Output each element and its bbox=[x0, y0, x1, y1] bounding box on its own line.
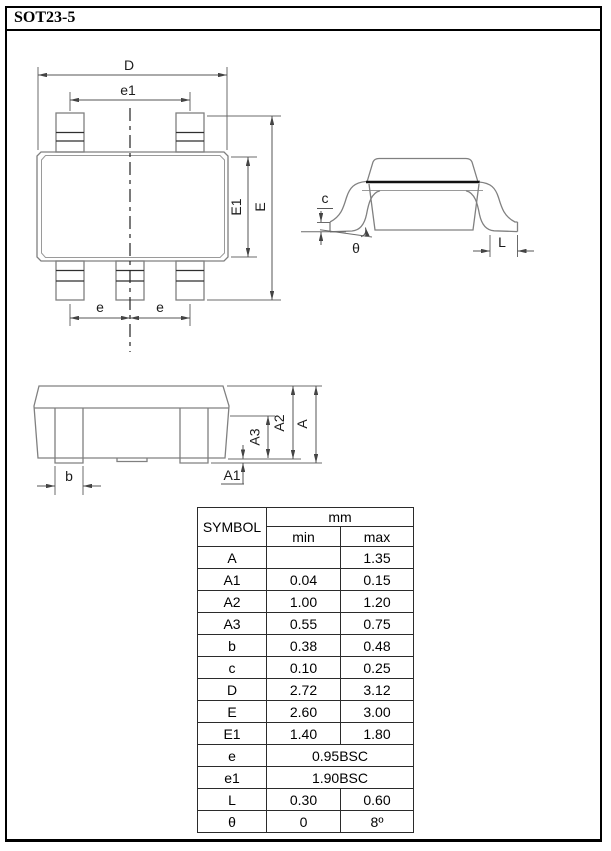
cell-symbol: θ bbox=[198, 811, 267, 833]
cell-symbol: b bbox=[198, 635, 267, 657]
dim-label-e-left: e bbox=[96, 299, 104, 315]
front-view bbox=[34, 386, 229, 463]
table-row bbox=[198, 547, 414, 569]
cell-max: 0.15 bbox=[341, 569, 414, 591]
dim-label-D: D bbox=[123, 57, 135, 73]
cell-max: 0.75 bbox=[341, 613, 414, 635]
cell-min: 2.72 bbox=[267, 679, 341, 701]
dim-label-L: L bbox=[498, 234, 506, 250]
table-row bbox=[198, 745, 414, 767]
dim-label-e-right: e bbox=[156, 299, 164, 315]
dim-label-A: A bbox=[294, 419, 310, 429]
header-min: min bbox=[267, 527, 341, 547]
top-view-dimensions bbox=[38, 57, 281, 326]
cell-min: 2.60 bbox=[267, 701, 341, 723]
package-body-top-view bbox=[37, 152, 228, 261]
lead-left-side bbox=[330, 182, 366, 223]
header-symbol: SYMBOL bbox=[198, 508, 267, 547]
header-max: max bbox=[341, 527, 414, 547]
cell-max: 0.25 bbox=[341, 657, 414, 679]
cell-min: 0.55 bbox=[267, 613, 341, 635]
lead-right-side bbox=[479, 182, 518, 222]
table-row bbox=[198, 701, 414, 723]
table-row bbox=[198, 811, 414, 833]
cell-value: 0.95BSC bbox=[267, 745, 414, 767]
dim-label-E1: E1 bbox=[228, 198, 244, 216]
table-row bbox=[198, 679, 414, 701]
lead-left-front bbox=[55, 408, 83, 463]
table-row bbox=[198, 635, 414, 657]
cell-min: 0.30 bbox=[267, 789, 341, 811]
cell-symbol: e bbox=[198, 745, 267, 767]
cell-symbol: A1 bbox=[198, 569, 267, 591]
cell-min: 0.04 bbox=[267, 569, 341, 591]
dim-label-A2: A2 bbox=[271, 414, 287, 432]
package-title: SOT23-5 bbox=[14, 9, 76, 26]
cell-symbol: E bbox=[198, 701, 267, 723]
cell-min: 1.00 bbox=[267, 591, 341, 613]
table-row bbox=[198, 591, 414, 613]
top-view bbox=[37, 108, 228, 352]
dim-label-E: E bbox=[252, 202, 268, 212]
cell-min: 1.40 bbox=[267, 723, 341, 745]
cell-max: 8º bbox=[341, 811, 414, 833]
cell-value: 1.90BSC bbox=[267, 767, 414, 789]
lead-right-front bbox=[180, 408, 208, 463]
cell-max: 3.12 bbox=[341, 679, 414, 701]
cell-symbol: c bbox=[198, 657, 267, 679]
cell-max: 1.80 bbox=[341, 723, 414, 745]
cell-symbol: A bbox=[198, 547, 267, 569]
dim-label-c: c bbox=[321, 190, 329, 206]
cell-min: 0.10 bbox=[267, 657, 341, 679]
cell-symbol: A2 bbox=[198, 591, 267, 613]
table-row bbox=[198, 723, 414, 745]
package-body-front-view bbox=[34, 386, 229, 458]
table-row bbox=[198, 789, 414, 811]
cell-max: 0.48 bbox=[341, 635, 414, 657]
cell-min bbox=[267, 547, 341, 569]
dim-label-A3: A3 bbox=[246, 428, 263, 446]
body-dome bbox=[367, 159, 478, 183]
dim-label-A1: A1 bbox=[223, 467, 241, 483]
cell-symbol: E1 bbox=[198, 723, 267, 745]
cell-symbol: D bbox=[198, 679, 267, 701]
cell-max: 3.00 bbox=[341, 701, 414, 723]
cell-symbol: L bbox=[198, 789, 267, 811]
cell-symbol: A3 bbox=[198, 613, 267, 635]
side-view-dimensions bbox=[317, 190, 534, 257]
cell-max: 1.35 bbox=[341, 547, 414, 569]
table-row bbox=[198, 767, 414, 789]
cell-max: 0.60 bbox=[341, 789, 414, 811]
table-row bbox=[198, 657, 414, 679]
dim-label-b: b bbox=[65, 468, 73, 484]
dim-label-e1: e1 bbox=[120, 82, 136, 98]
cell-min: 0.38 bbox=[267, 635, 341, 657]
cell-max: 1.20 bbox=[341, 591, 414, 613]
side-view bbox=[301, 159, 518, 238]
table-row bbox=[198, 613, 414, 635]
table-row bbox=[198, 569, 414, 591]
cell-min: 0 bbox=[267, 811, 341, 833]
dim-label-theta: θ bbox=[352, 240, 360, 256]
dimensions-table bbox=[197, 507, 414, 833]
cell-symbol: e1 bbox=[198, 767, 267, 789]
table-header-row bbox=[198, 508, 414, 527]
header-unit: mm bbox=[267, 508, 414, 527]
